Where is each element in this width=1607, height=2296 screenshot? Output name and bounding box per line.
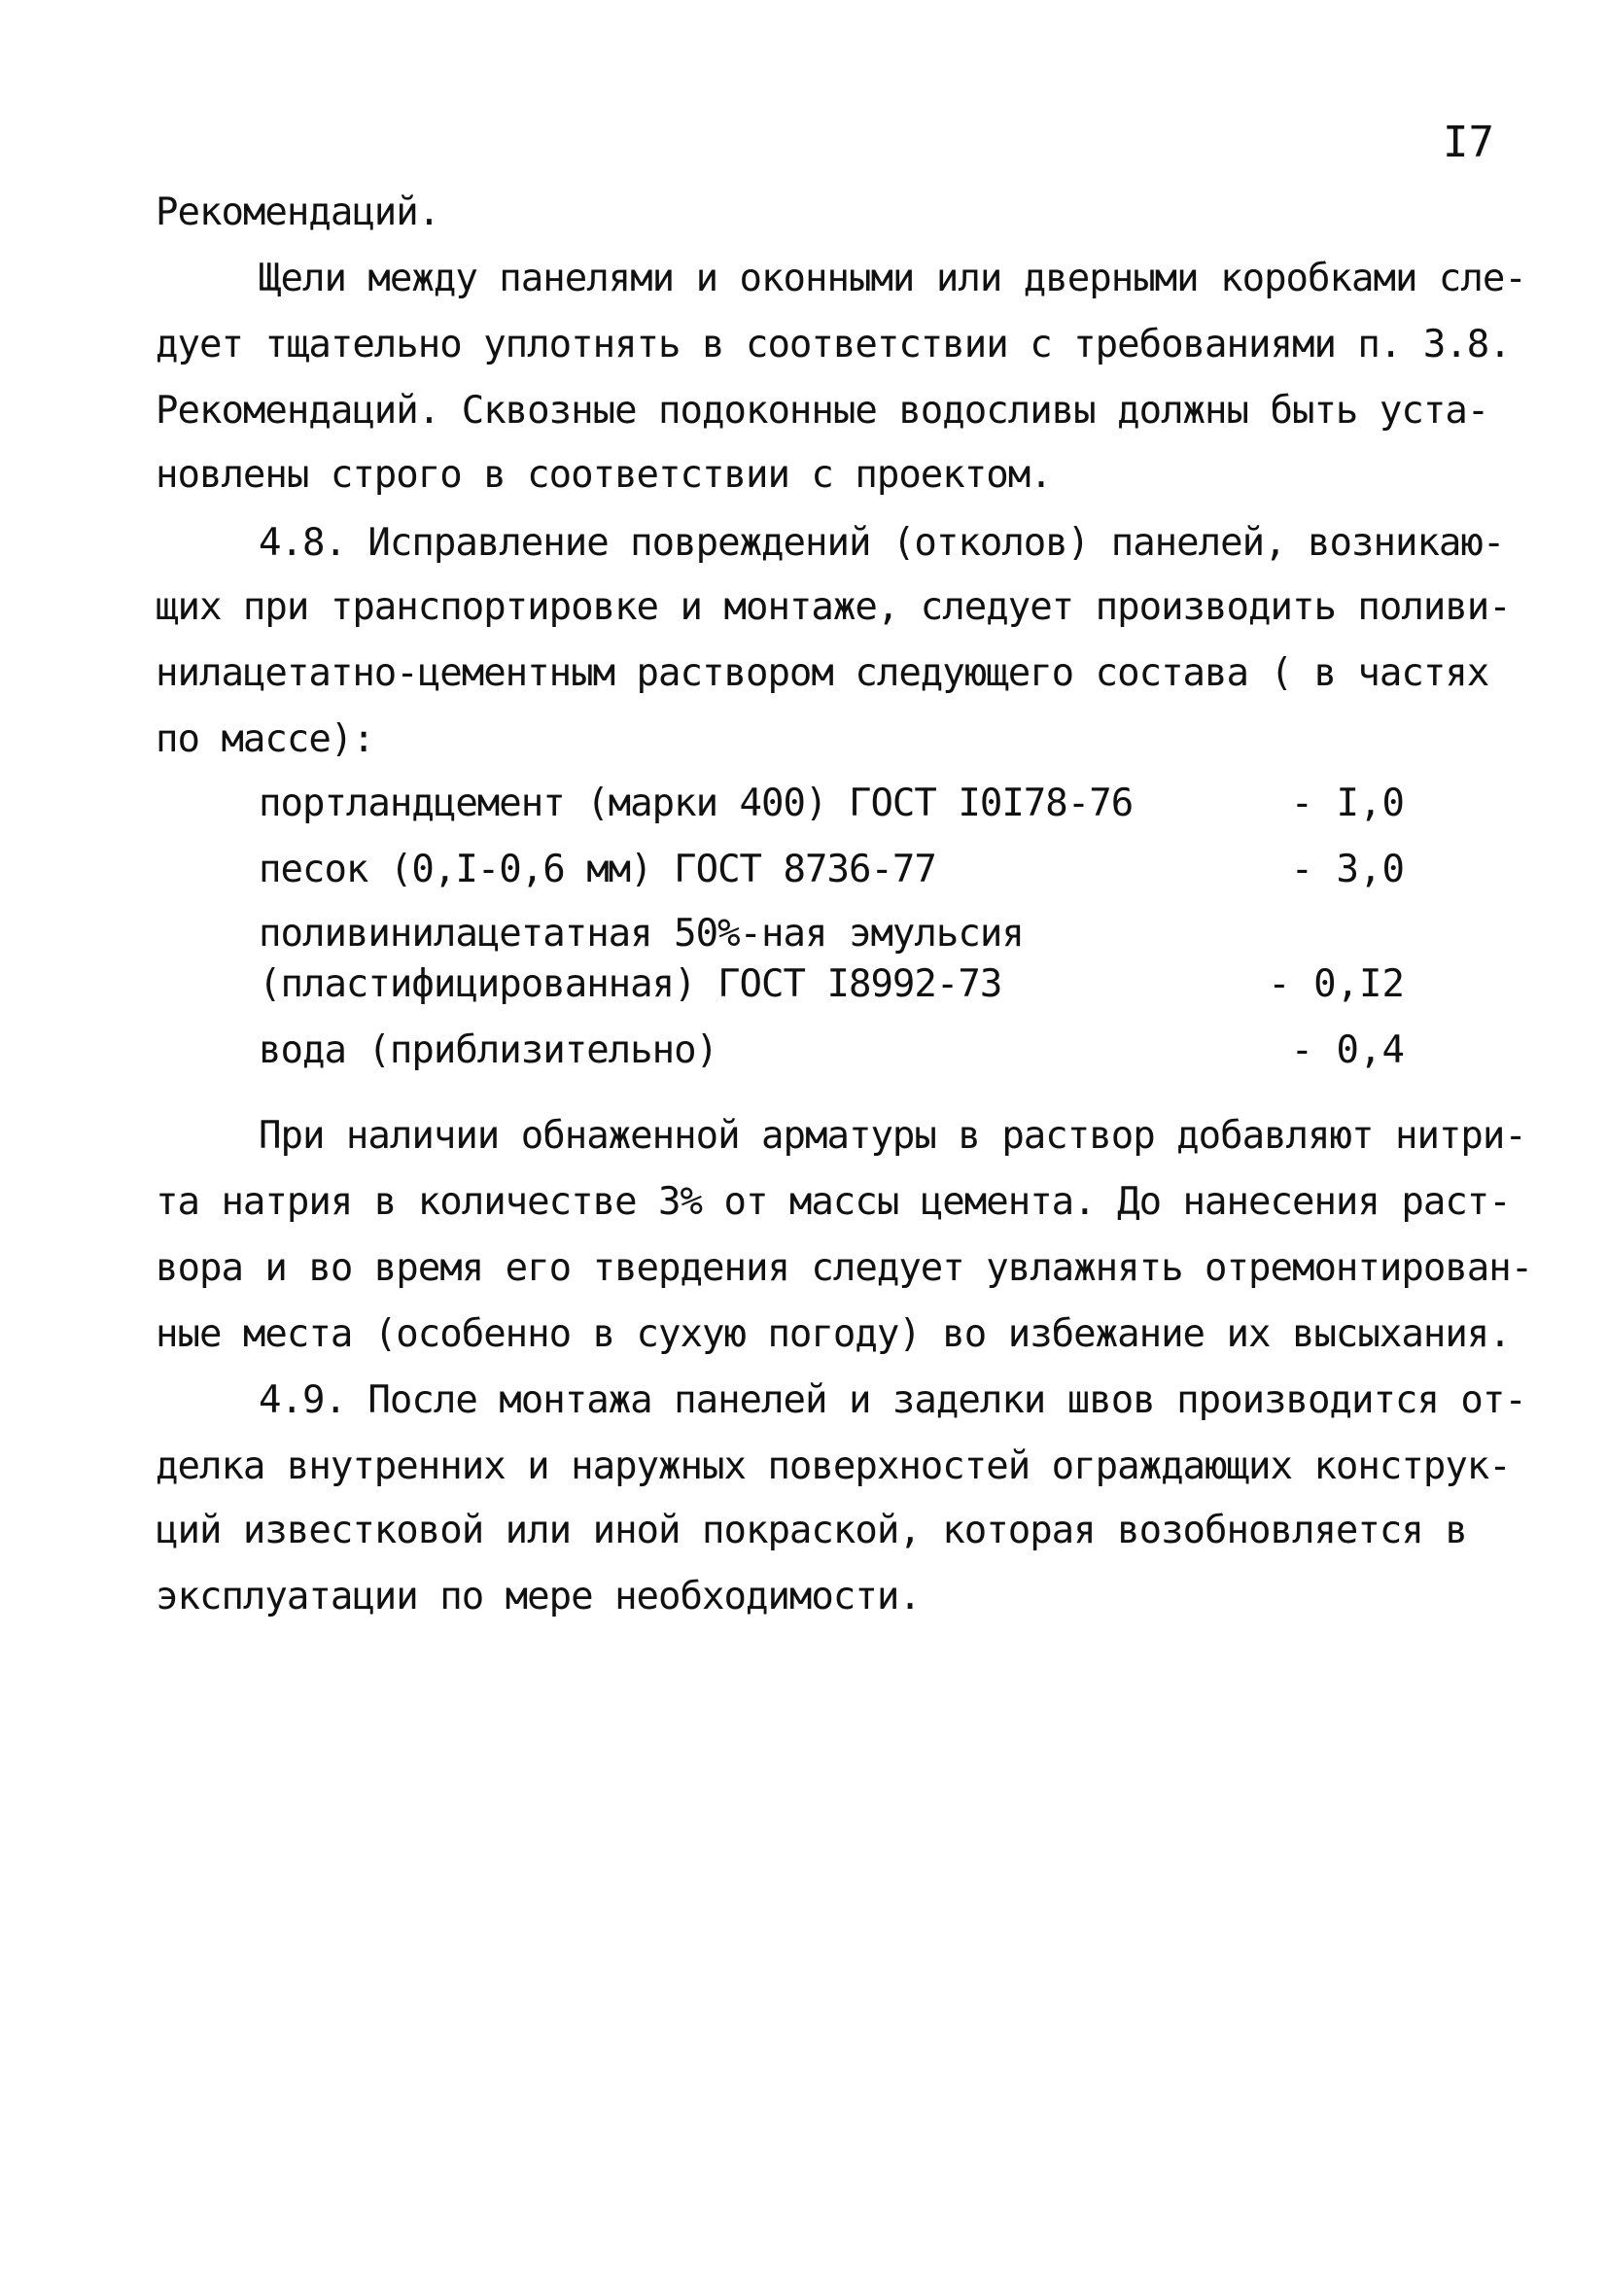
composition-value: - 0,I2 — [1268, 962, 1405, 1006]
composition-item: поливинилацетатная 50%-ная эмульсия — [259, 912, 1024, 956]
text-line: эксплуатации по мере необходимости. — [156, 1575, 921, 1618]
composition-value: - 0,4 — [1290, 1028, 1405, 1072]
composition-item: портландцемент (марки 400) ГОСТ I0I78-76 — [259, 782, 1134, 825]
text-line: 4.8. Исправление повреждений (отколов) панелей, возникаю- — [259, 521, 1505, 565]
text-line: Рекомендаций. Сквозные подоконные водосливы должны быть уста- — [156, 389, 1489, 433]
composition-item: песок (0,I-0,6 мм) ГОСТ 8736-77 — [259, 848, 936, 891]
text-line: новлены строго в соответствии с проектом. — [156, 453, 1052, 497]
composition-item: вода (приблизительно) — [259, 1028, 718, 1072]
composition-value: - I,0 — [1290, 782, 1405, 825]
text-line: ные места (особенно в сухую погоду) во избежание их высыхания. — [156, 1312, 1511, 1356]
text-line: по массе): — [156, 717, 374, 761]
text-line: дует тщательно уплотнять в соответствии с требованиями п. 3.8. — [156, 323, 1511, 366]
text-line: вора и во время его твердения следует увлажнять отремонтирован- — [156, 1246, 1533, 1290]
text-line: делка внутренних и наружных поверхностей ограждающих конструк- — [156, 1444, 1511, 1488]
composition-item: (пластифицированная) ГОСТ I8992-73 — [259, 962, 1002, 1006]
text-line: ций известковой или иной покраской, которая возобновляется в — [156, 1509, 1467, 1552]
composition-value: - 3,0 — [1290, 848, 1405, 891]
text-line: Щели между панелями и оконными или дверными коробками сле- — [259, 257, 1526, 300]
page-number: I7 — [1443, 118, 1494, 167]
text-line: 4.9. После монтажа панелей и заделки швов производится от- — [259, 1378, 1526, 1422]
text-line: Рекомендаций. — [156, 191, 440, 234]
text-line: та натрия в количестве 3% от массы цемента. До нанесения раст- — [156, 1180, 1511, 1224]
text-line: При наличии обнаженной арматуры в раствор добавляют нитри- — [259, 1114, 1526, 1158]
text-line: щих при транспортировке и монтаже, следует производить поливи- — [156, 585, 1511, 629]
text-line: нилацетатно-цементным раствором следующего состава ( в частях — [156, 651, 1489, 695]
